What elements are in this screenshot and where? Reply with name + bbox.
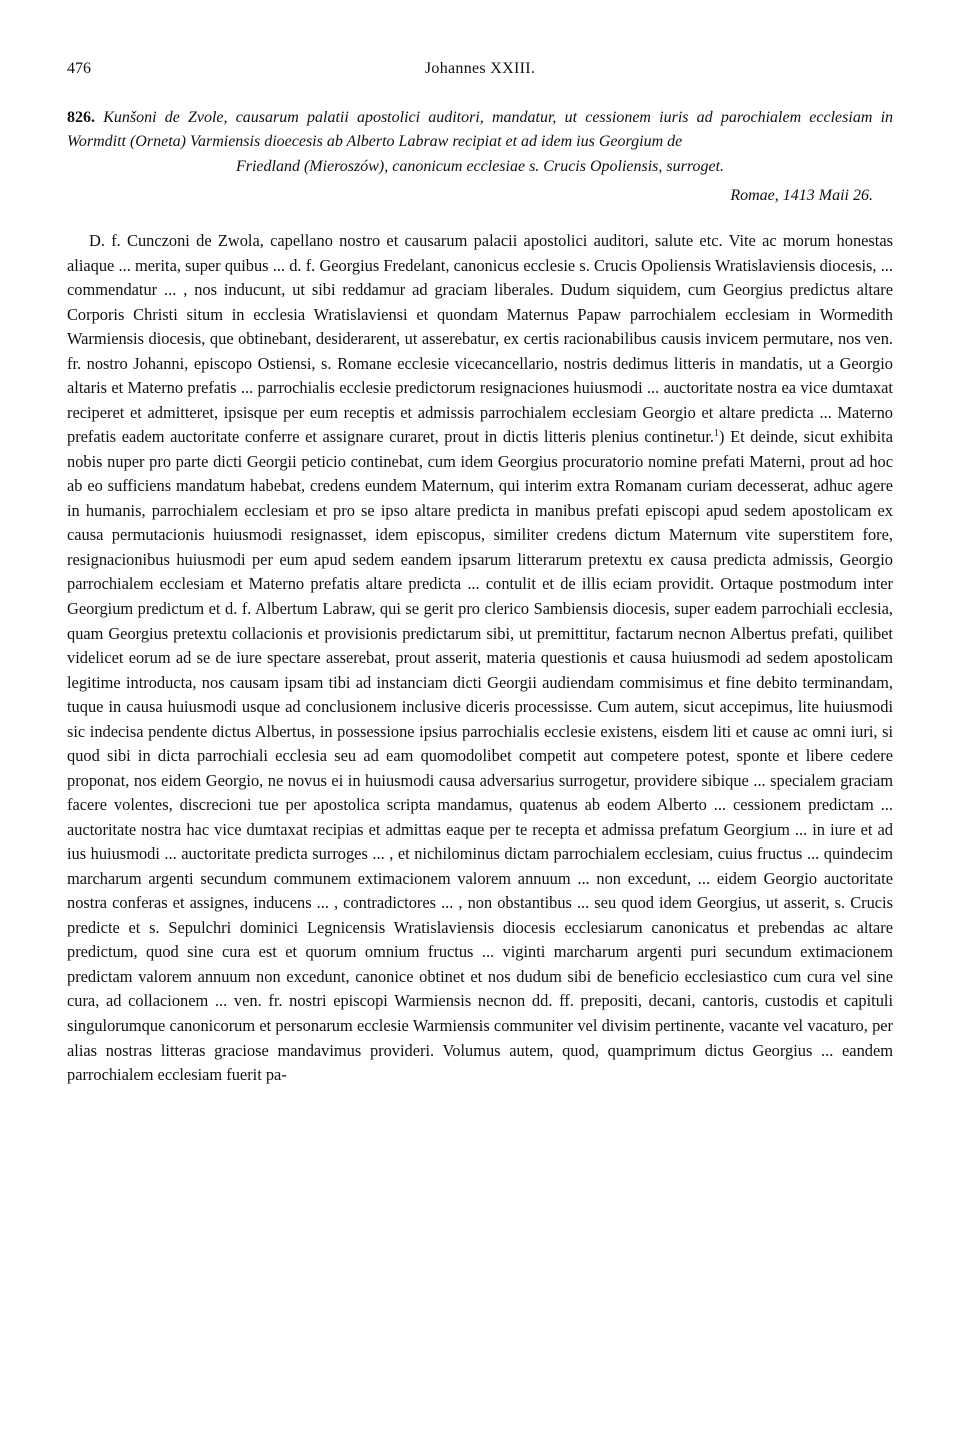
body-paragraph xyxy=(67,229,893,1088)
running-title: Johannes XXIII. xyxy=(424,60,536,77)
page-number: 476 xyxy=(67,60,91,77)
regest-text-last: Friedland (Mieroszów), canonicum ecclesiae s. Crucis Opoliensis, surroget. xyxy=(235,157,725,175)
dateline: Romae, 1413 Maii 26. xyxy=(730,187,873,204)
body-text-part-2: ) Et deinde, sicut exhibita nobis nuper pro parte dicti Georgii peticio continebat, cum idem Georgius procuratorio nomine prefati Materni, prout ad hoc ab eo sufficiens mandatum habebat, credens eundem Maternum, qui interim extra Romanam curiam decesserat, adhuc agere in humanis, parrochialem ecclesiam et pro se ipso altare predicta in manibus prefati episcopi apud sedem apostolicam ex causa permutacionis huiusmodi resignasset, idem episcopus, similiter credens dictum Maternum vite superstitem fore, resignacionibus huiusmodi per eum apud sedem eandem ipsarum litterarum pretextu ex causa predicta admissis, Georgio parrochialem ecclesiam et Materno prefatis altare predicta ... contulit et de illis eciam providit. Ortaque postmodum inter Georgium predictum et d. f. Albertum Labraw, qui se gerit pro clerico Sambiensis diocesis, super eadem parrochiali ecclesia, quam Georgius pretextu collacionis et provisionis predictarum sibi, ut premittitur, factarum necnon Albertus prefati, quilibet videlicet eorum ad se de iure spectare asserebat, prout asserit, materia questionis et causa huiusmodi ad sedem apostolicam legitime introducta, nos causam ipsam tibi ad instanciam dicti Georgii audiendam commisimus et fine debito terminandam, tuque in causa huiusmodi usque ad conclusionem inclusive diceris processisse. Cum autem, sicut accepimus, lite huiusmodi sic indecisa pendente dictus Albertus, in possessione ipsius parrochialis ecclesie existens, eisdem liti et cause ac omni iuri, si quod sibi in dicta parrochiali ecclesia seu ad eam quomodolibet competit aut competere potest, sponte et libere cedere proponat, nos eidem Georgio, ne novus ei in huiusmodi causa adversarius surrogetur, providere sibique ... specialem graciam facere volentes, discrecioni tue per apostolica scripta mandamus, quatenus ab eodem Alberto ... cessionem predictam ... auctoritate nostra hac vice dumtaxat recipias et admittas eaque per te recepta et admissa prefatum Georgium ... in iure et ad ius huiusmodi ... auctoritate predicta surroges ... , et nichilominus dictam parrochialem ecclesiam, cuius fructus ... quindecim marcharum argenti secundum communem extimacionem valorem annuum ... non excedunt, ... eidem Georgio auctoritate nostra conferas et assignes, inducens ... , contradictores ... , non obstantibus ... seu quod idem Georgius, ut asserit, s. Crucis predicte et s. Sepulchri dominici Legnicensis Wratislaviensis diocesis ecclesiarum canonicatus et prebendas ac altare predictum, quod sine cura est et quorum omnium fructus ... viginti marcharum argenti puri secundum extimacionem predictam valorem annuum non excedunt, canonice obtinet et nos dudum sibi de beneficio ecclesiastico cum cura vel sine cura, ad collacionem ... ven. fr. nostri episcopi Warmiensis necnon dd. ff. prepositi, decani, cantoris, custodis et capituli singulorumque canonicorum et personarum ecclesie Warmiensis communiter vel divisim pertinente, vacante vel vacaturo, per alias nostras litteras graciose mandavimus provideri. Volumus autem, quod, quamprimum dictus Georgius ... eandem parrochialem ecclesiam fuerit pa- xyxy=(67,427,893,1085)
regest-text: Kunšoni de Zvole, causarum palatii apostolici auditori, mandatur, ut cessionem iuris ad parochialem ecclesiam in Wormditt (Orneta) Varmiensis dioecesis ab Alberto Labraw recipiat et ad idem ius Georgium de xyxy=(67,109,894,151)
entry-regest xyxy=(67,106,893,179)
footnote-reference: 1 xyxy=(714,428,720,440)
document-body xyxy=(67,229,893,1088)
body-text-part-1: D. f. Cunczoni de Zwola, capellano nostro et causarum palacii apostolici auditori, salute etc. Vite ac morum honestas aliaque ... merita, super quibus ... d. f. Georgius Fredelant, canonicus ecclesie s. Crucis Opoliensis Wratislaviensis diocesis, ... commendatur ... , nos inducunt, ut sibi reddamur ad graciam liberales. Dudum siquidem, cum Georgius predictus altare Corporis Christi situm in ecclesia Wratislaviensi et quondam Maternus Papaw parrochialem ecclesiam in Wormedith Warmiensis diocesis, que obtinebant, desiderarent, ut asserebatur, ex certis racionabilibus causis invicem permutare, nos ven. fr. nostro Johanni, episcopo Ostiensi, s. Romane ecclesie vicecancellario, nostris dedimus litteris in mandatis, ut a Georgio altaris et Materno prefatis ... parrochialis ecclesie predictorum resignaciones huiusmodi ... auctoritate nostra ea vice dumtaxat reciperet et admitteret, ipsisque per eum receptis et admissis parrochialem ecclesiam Georgio et altare predicta ... Materno prefatis eadem auctoritate conferre et assignare curaret, prout in dictis litteris plenius continetur. xyxy=(67,231,893,447)
running-head xyxy=(67,60,893,84)
entry-number: 826. xyxy=(67,109,95,126)
